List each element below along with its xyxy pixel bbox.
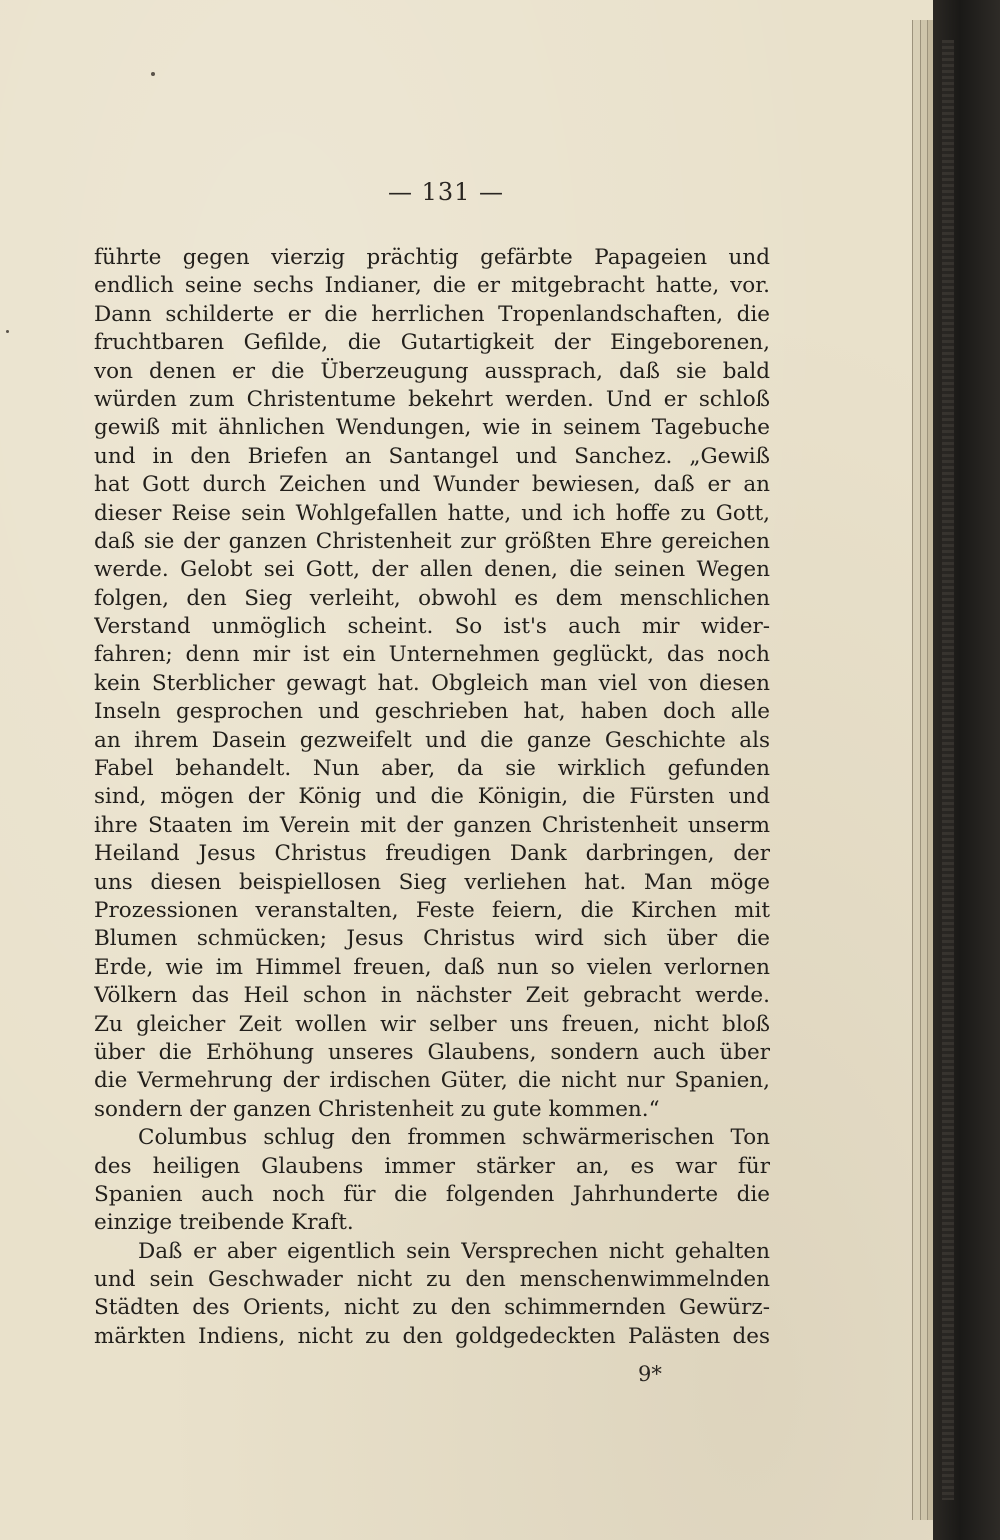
text-line-paragraph-end: sondern der ganzen Christenheit zu gute kommen.“ (94, 1096, 660, 1122)
text-line: Prozessionen veranstalten, Feste feiern, die Kirchen mit (94, 897, 770, 923)
text-line: Inseln gesprochen und geschrieben hat, haben doch alle (94, 699, 770, 725)
text-line-paragraph-start: Columbus schlug den frommen schwärmerischen Ton (138, 1125, 770, 1151)
text-line: Zu gleicher Zeit wollen wir selber uns freuen, nicht bloß (94, 1011, 770, 1037)
text-line: an ihrem Dasein gezweifelt und die ganze Geschichte als (94, 727, 770, 753)
binding-texture (942, 40, 954, 1500)
text-line: Dann schilderte er die herrlichen Tropenlandschaften, die (94, 301, 770, 327)
text-line: des heiligen Glaubens immer stärker an, es war für (94, 1153, 770, 1179)
text-line: märkten Indiens, nicht zu den goldgedeckten Palästen des (94, 1323, 770, 1349)
text-line: Völkern das Heil schon in nächster Zeit gebracht werde. (94, 983, 770, 1009)
text-line: daß sie der ganzen Christenheit zur größten Ehre gereichen (94, 528, 770, 554)
text-line: folgen, den Sieg verleiht, obwohl es dem menschlichen (94, 585, 770, 611)
text-line: werde. Gelobt sei Gott, der allen denen, die seinen Wegen (94, 557, 770, 583)
page-speck (151, 72, 155, 76)
text-line: Erde, wie im Himmel freuen, daß nun so vielen verlornen (94, 954, 770, 980)
text-line: hat Gott durch Zeichen und Wunder bewiesen, daß er an (94, 472, 770, 498)
text-line: Verstand unmöglich scheint. So ist's auch mir wider- (94, 614, 770, 640)
text-line-paragraph-start: Daß er aber eigentlich sein Versprechen nicht gehalten (138, 1238, 770, 1264)
text-line: führte gegen vierzig prächtig gefärbte Papageien und (94, 245, 770, 270)
text-line: gewiß mit ähnlichen Wendungen, wie in seinem Tagebuche (94, 415, 770, 441)
text-line: ihre Staaten im Verein mit der ganzen Christenheit unserm (94, 812, 770, 838)
printer-signature-mark: 9* (638, 1362, 662, 1386)
text-line: über die Erhöhung unseres Glaubens, sondern auch über (94, 1039, 770, 1065)
text-line: endlich seine sechs Indianer, die er mitgebracht hatte, vor. (94, 273, 770, 299)
text-line-paragraph-end: einzige treibende Kraft. (94, 1210, 354, 1236)
text-line: fruchtbaren Gefilde, die Gutartigkeit der Eingeborenen, (94, 330, 770, 356)
text-line: Blumen schmücken; Jesus Christus wird sich über die (94, 926, 770, 952)
text-line: kein Sterblicher gewagt hat. Obgleich man viel von diesen (94, 670, 770, 696)
text-line: die Vermehrung der irdischen Güter, die nicht nur Spanien, (94, 1068, 770, 1094)
page-number-header: — 131 — (387, 178, 505, 206)
text-line: Spanien auch noch für die folgenden Jahrhunderte die (94, 1181, 770, 1207)
text-line: dieser Reise sein Wohlgefallen hatte, und ich hoffe zu Gott, (94, 500, 770, 526)
body-text (94, 244, 770, 1351)
page-speck (6, 330, 9, 333)
text-line: fahren; denn mir ist ein Unternehmen geglückt, das noch (94, 642, 770, 668)
text-line: Städten des Orients, nicht zu den schimmernden Gewürz- (94, 1295, 770, 1321)
text-line: Heiland Jesus Christus freudigen Dank darbringen, der (94, 841, 770, 867)
text-line: Fabel behandelt. Nun aber, da sie wirklich gefunden (94, 756, 770, 782)
text-line: von denen er die Überzeugung aussprach, daß sie bald (94, 358, 770, 384)
text-line: und in den Briefen an Santangel und Sanchez. „Gewiß (94, 443, 770, 469)
text-line: sind, mögen der König und die Königin, die Fürsten und (94, 784, 770, 810)
text-line: würden zum Christentume bekehrt werden. Und er schloß (94, 386, 770, 412)
text-line: und sein Geschwader nicht zu den menschenwimmelnden (94, 1267, 770, 1293)
text-line: uns diesen beispiellosen Sieg verliehen hat. Man möge (94, 869, 770, 895)
